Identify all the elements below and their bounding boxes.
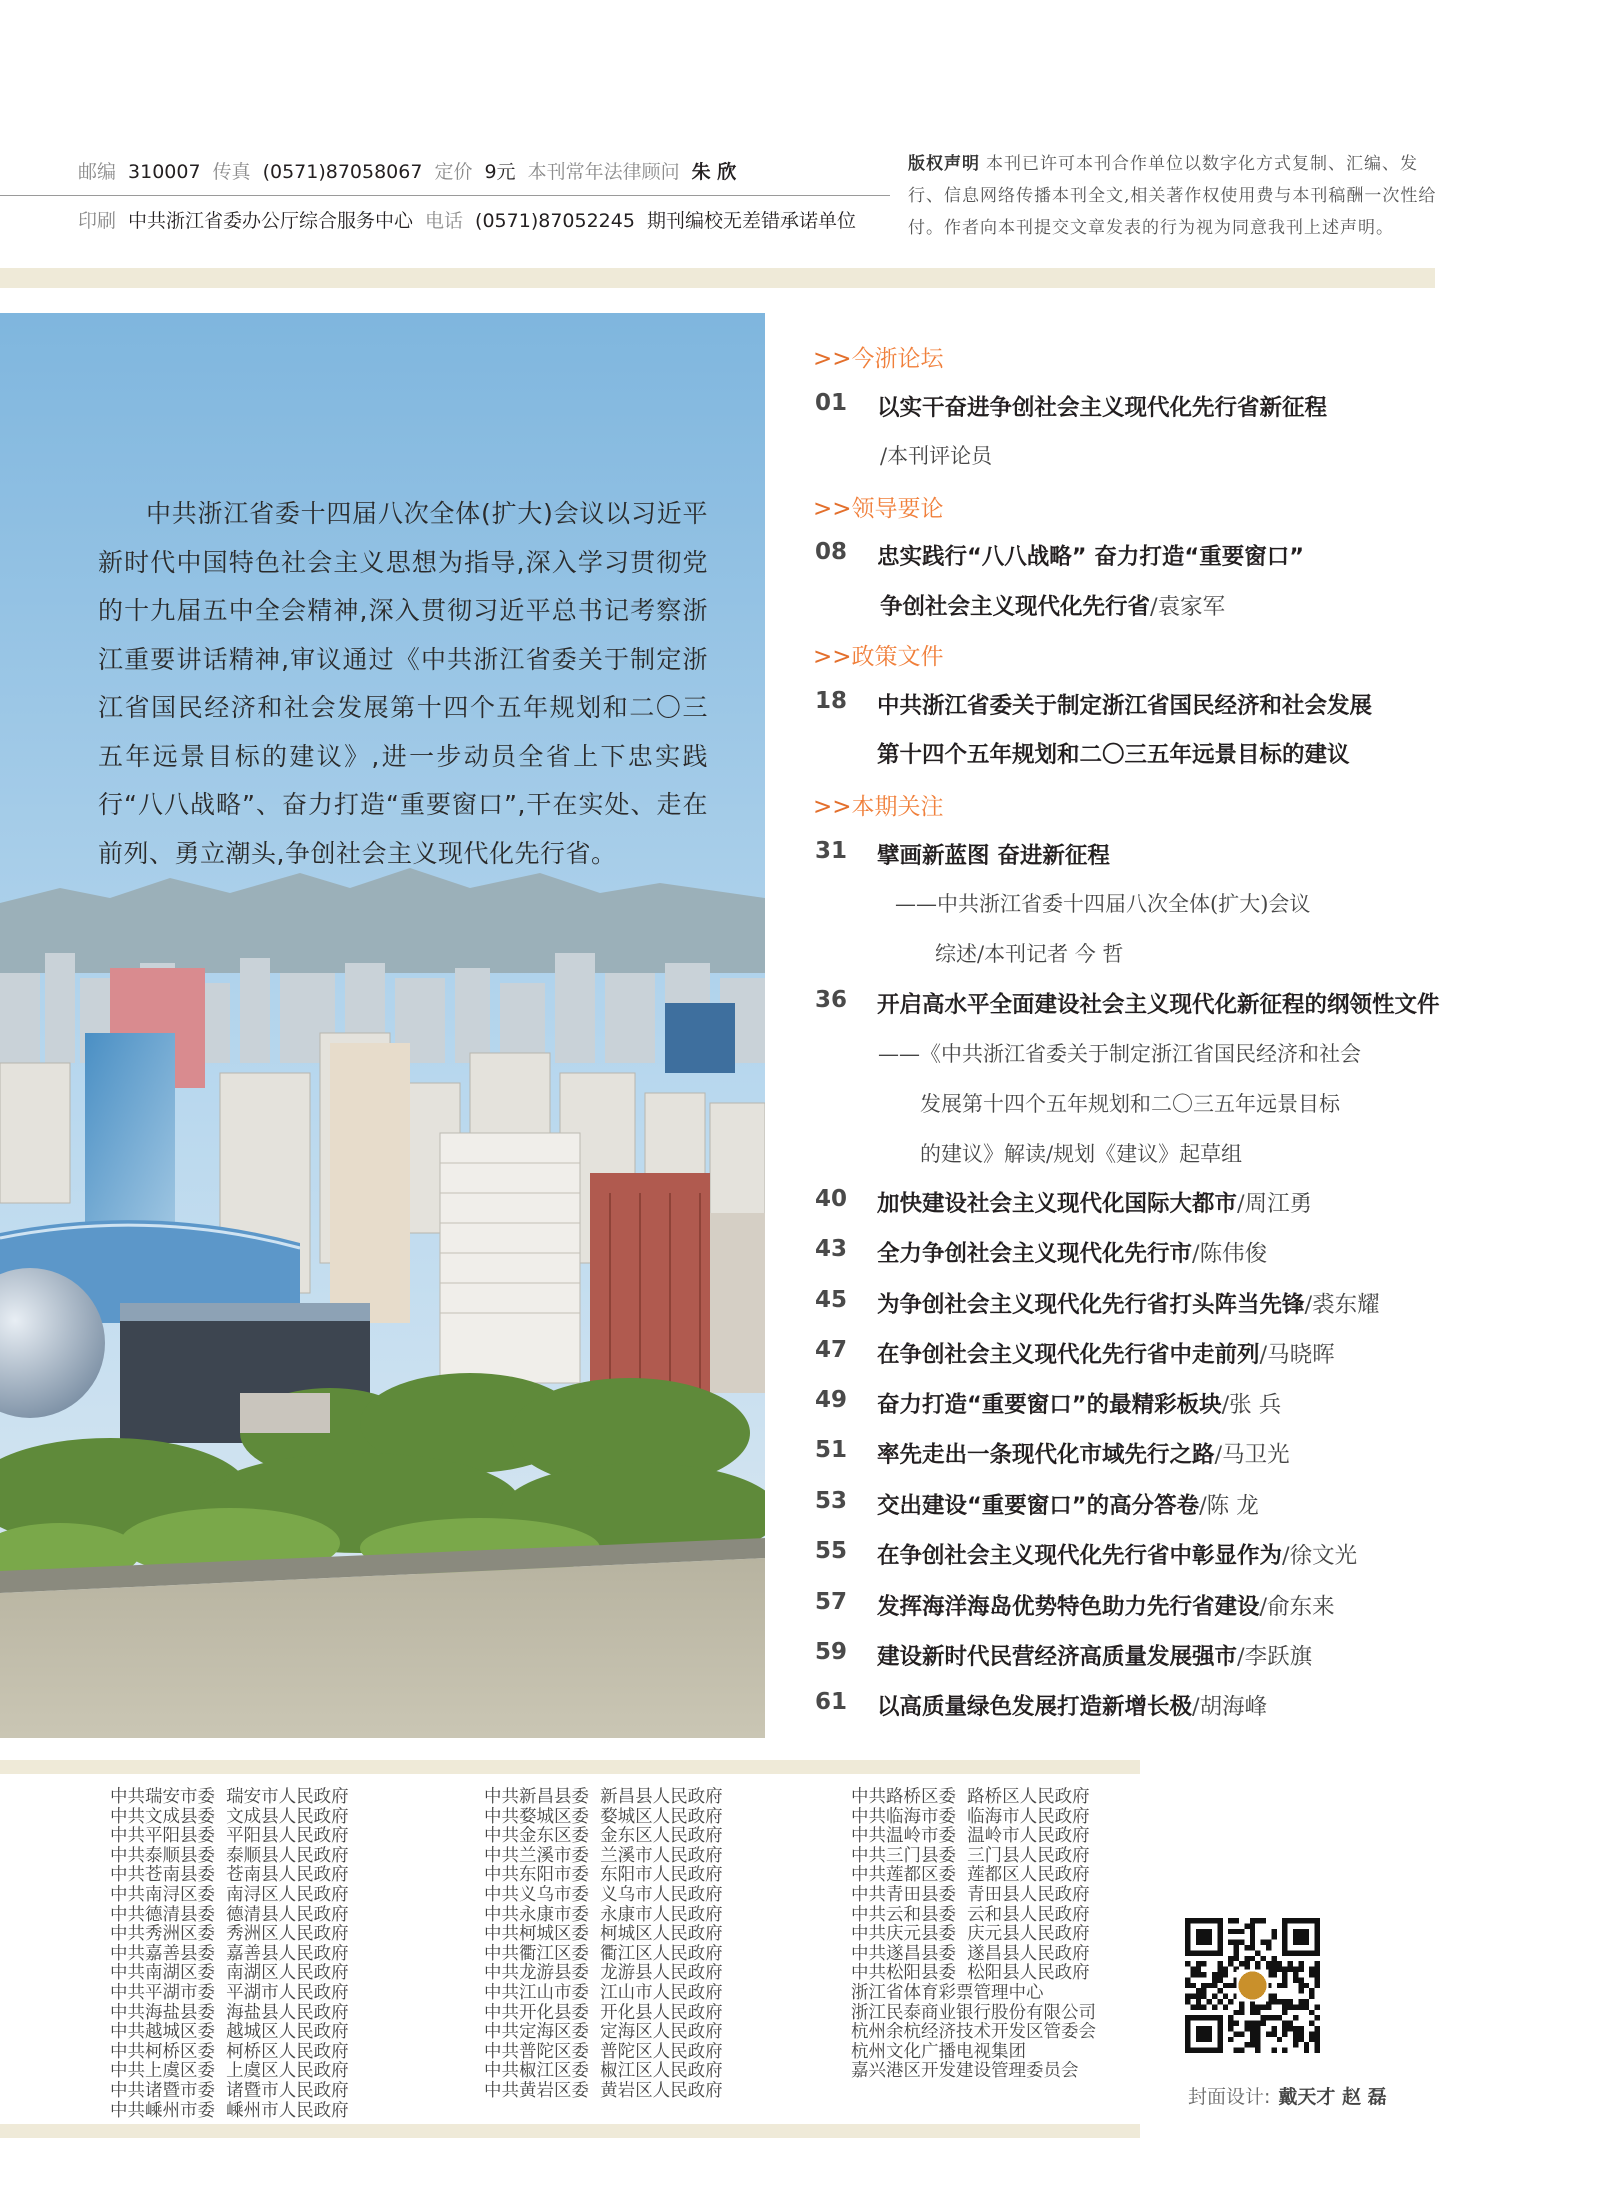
toc-page-number: 45 [815,1287,848,1313]
section-policy-documents [813,638,944,671]
toc-item-title[interactable] [877,987,1440,1019]
sponsor-entry: 中共文成县委 文成县人民政府 [110,1806,349,1827]
sponsor-entry: 浙江省体育彩票管理中心 [851,1982,1044,2003]
cover-design-credit [1188,2082,1387,2109]
lawyer-name: 朱 欣 [691,161,737,183]
toc-item-title-text: 中共浙江省委关于制定浙江省国民经济和社会发展 [877,693,1373,719]
section-title: 今浙论坛 [851,346,944,372]
sponsor-entry: 中共云和县委 云和县人民政府 [851,1904,1090,1925]
toc-item-title-line2[interactable] [877,737,1350,769]
fax-value: (0571)87058067 [262,161,423,183]
qr-code-icon[interactable] [1185,1918,1320,2053]
toc-item-author: /俞东来 [1259,1594,1335,1620]
toc-page-number: 08 [815,539,848,565]
toc-item-title-text: 建设新时代民营经济高质量发展强市 [877,1644,1238,1670]
sponsors-top-band [0,1760,1140,1774]
sponsor-entry: 中共柯桥区委 柯桥区人民政府 [110,2041,349,2062]
cover-caption: 中共浙江省委十四届八次全体(扩大)会议以习近平新时代中国特色社会主义思想为指导,深入学习贯彻党的十九届五中全会精神,深入贯彻习近平总书记考察浙江重要讲话精神,审议通过《中共浙江省委关于制定浙江省国民经济和社会发展第十四个五年规划和二〇三五年远景目标的建议》,进一步动员全省上下忠实践行“八八战略”、奋力打造“重要窗口”,干在实处、走在前列、勇立潮头,争创社会主义现代化先行省。 [98,499,708,868]
price-label: 定价 [434,161,473,183]
toc-item-title[interactable] [877,1387,1281,1419]
toc-item-author: /裘东耀 [1304,1292,1380,1318]
toc-page-number: 51 [815,1437,848,1463]
fax-label: 传真 [212,161,251,183]
section-arrow: >> [813,346,852,372]
lawyer-label: 本刊常年法律顾问 [527,161,680,183]
toc-page-number: 40 [815,1186,848,1212]
sponsor-entry: 中共金东区委 金东区人民政府 [484,1826,723,1847]
sponsor-entry: 中共上虞区委 上虞区人民政府 [110,2061,349,2082]
toc-item-title[interactable] [877,838,1110,870]
section-title: 领导要论 [851,496,944,522]
sponsor-entry: 中共普陀区委 普陀区人民政府 [484,2041,723,2062]
sponsor-entry: 中共开化县委 开化县人民政府 [484,2002,723,2023]
section-arrow: >> [813,794,852,820]
phone-value: (0571)87052245 [475,210,635,232]
phone-label: 电话 [425,210,464,232]
sponsor-entry: 中共临海市委 临海市人民政府 [851,1806,1090,1827]
toc-item-title-text: 交出建设“重要窗口”的高分答卷 [877,1493,1200,1519]
toc-item-author: /张 兵 [1221,1392,1282,1418]
sponsor-entry: 中共遂昌县委 遂昌县人民政府 [851,1943,1090,1964]
toc-item-title-text: 为争创社会主义现代化先行省打头阵当先锋 [877,1292,1305,1318]
copyright-label: 版权声明 [908,154,980,174]
toc-item-author: /徐文光 [1282,1543,1358,1569]
toc-item-title-text: 以高质量绿色发展打造新增长极 [877,1694,1193,1720]
section-jinzhe-forum [813,340,944,373]
sponsor-entry: 中共海盐县委 海盐县人民政府 [110,2002,349,2023]
cover-designers: 戴天才 赵 磊 [1278,2086,1387,2108]
sponsor-list-column-1 [110,1788,349,2121]
sponsor-entry: 中共黄岩区委 黄岩区人民政府 [484,2080,723,2101]
sponsor-list-column-3 [851,1788,1096,2082]
section-arrow: >> [813,644,852,670]
sponsor-entry: 中共越城区委 越城区人民政府 [110,2022,349,2043]
toc-item-author: 综述/本刊记者 今 哲 [935,942,1124,966]
sponsor-entry: 中共泰顺县委 泰顺县人民政府 [110,1845,349,1866]
toc-item-title-text: 开启高水平全面建设社会主义现代化新征程的纲领性文件 [877,992,1440,1018]
sponsor-entry: 中共嵊州市委 嵊州市人民政府 [110,2100,349,2121]
toc-page-number: 59 [815,1639,848,1665]
toc-item-title[interactable] [877,390,1327,422]
sponsor-entry: 中共嘉善县委 嘉善县人民政府 [110,1943,349,1964]
toc-item-title-text: 加快建设社会主义现代化国际大都市 [877,1191,1238,1217]
sponsor-entry: 中共松阳县委 松阳县人民政府 [851,1963,1090,1984]
cover-photo-hangzhou [0,313,765,1738]
header-divider [0,195,890,196]
sponsor-entry: 杭州文化广播电视集团 [851,2041,1026,2062]
sponsor-list-column-2 [484,1788,723,2102]
sponsor-entry: 中共龙游县委 龙游县人民政府 [484,1963,723,1984]
sponsor-entry: 中共江山市委 江山市人民政府 [484,1982,723,2003]
toc-item-subtitle: ——中共浙江省委十四届八次全体(扩大)会议 [895,892,1311,916]
sponsor-entry: 中共温岭市委 温岭市人民政府 [851,1826,1090,1847]
toc-item-title-text: 奋力打造“重要窗口”的最精彩板块 [877,1392,1222,1418]
sponsor-entry: 中共莲都区委 莲都区人民政府 [851,1865,1090,1886]
toc-page-number: 01 [815,390,848,416]
toc-page-number: 57 [815,1589,848,1615]
sponsor-entry: 杭州余杭经济技术开发区管委会 [851,2022,1096,2043]
sponsor-entry: 中共青田县委 青田县人民政府 [851,1884,1090,1905]
toc-item-author: /马卫光 [1214,1442,1290,1468]
sponsor-entry: 中共瑞安市委 瑞安市人民政府 [110,1787,349,1807]
sponsor-entry: 嘉兴港区开发建设管理委员会 [851,2061,1079,2082]
toc-item-title[interactable] [877,1337,1335,1369]
toc-item-author: /陈伟俊 [1192,1241,1268,1267]
sponsor-entry: 中共平湖市委 平湖市人民政府 [110,1982,349,2003]
toc-page-number: 43 [815,1236,848,1262]
toc-item-title[interactable] [877,1437,1290,1469]
copyright-text: 本刊已许可本刊合作单位以数字化方式复制、汇编、发行、信息网络传播本刊全文,相关著作权使用费与本刊稿酬一次性给付。作者向本刊提交文章发表的行为视为同意我刊上述声明。 [908,154,1437,238]
toc-item-title-text: 在争创社会主义现代化先行省中彰显作为 [877,1543,1283,1569]
sponsor-entry: 中共三门县委 三门县人民政府 [851,1845,1090,1866]
toc-item-title-text: 在争创社会主义现代化先行省中走前列 [877,1342,1260,1368]
toc-item-title-text: 率先走出一条现代化市域先行之路 [877,1442,1215,1468]
price-value: 9元 [484,161,516,183]
toc-item-title[interactable] [877,1589,1335,1621]
sponsor-entry: 中共婺城区委 婺城区人民政府 [484,1806,723,1827]
sponsor-entry: 中共定海区委 定海区人民政府 [484,2022,723,2043]
toc-item-title[interactable] [877,1236,1267,1268]
sponsor-entry: 中共南浔区委 南浔区人民政府 [110,1884,349,1905]
section-leader-speeches [813,490,944,523]
copyright-notice [908,148,1438,244]
toc-item-subtitle: ——《中共浙江省委关于制定浙江省国民经济和社会 [878,1042,1361,1066]
sponsor-entry: 中共平阳县委 平阳县人民政府 [110,1826,349,1847]
toc-item-title-text: 争创社会主义现代化先行省 [880,594,1151,620]
section-title: 政策文件 [851,644,944,670]
cover-design-label: 封面设计: [1188,2086,1271,2108]
toc-page-number: 18 [815,688,848,714]
toc-item-author: /胡海峰 [1192,1694,1268,1720]
toc-page-number: 61 [815,1689,848,1715]
sponsor-entry: 中共衢江区委 衢江区人民政府 [484,1943,723,1964]
toc-item-author: /本刊评论员 [880,444,993,468]
sponsor-entry: 中共义乌市委 义乌市人民政府 [484,1884,723,1905]
toc-page-number: 36 [815,987,848,1013]
promise-text: 期刊编校无差错承诺单位 [646,210,856,232]
sponsor-entry: 中共南湖区委 南湖区人民政府 [110,1963,349,1984]
toc-item-title[interactable] [877,1488,1259,1520]
toc-item-author: /周江勇 [1237,1191,1313,1217]
sponsor-entry: 中共椒江区委 椒江区人民政府 [484,2061,723,2082]
toc-item-author: /陈 龙 [1199,1493,1259,1519]
toc-item-title-line2[interactable] [880,589,1225,621]
toc-item-author: /袁家军 [1150,594,1226,620]
sponsor-entry: 中共兰溪市委 兰溪市人民政府 [484,1845,723,1866]
toc-item-title[interactable] [877,1639,1312,1671]
sponsor-entry: 中共柯城区委 柯城区人民政府 [484,1924,723,1945]
section-title: 本期关注 [851,794,944,820]
toc-item-subtitle: 发展第十四个五年规划和二〇三五年远景目标 [920,1092,1340,1116]
section-this-issue-focus [813,788,944,821]
sponsor-entry: 浙江民泰商业银行股份有限公司 [851,2002,1096,2023]
toc-item-title-text: 以实干奋进争创社会主义现代化先行省新征程 [877,395,1328,421]
sponsor-entry: 中共秀洲区委 秀洲区人民政府 [110,1924,349,1945]
toc-item-title[interactable] [877,1287,1380,1319]
toc-item-title-text: 忠实践行“八八战略” 奋力打造“重要窗口” [877,544,1304,570]
publication-info-row-1 [78,157,748,184]
toc-page-number: 47 [815,1337,848,1363]
toc-item-author: 的建议》解读/规划《建议》起草组 [920,1142,1243,1166]
zip-value: 310007 [128,161,201,183]
toc-item-title-text: 第十四个五年规划和二〇三五年远景目标的建议 [877,742,1350,768]
section-arrow: >> [813,496,852,522]
toc-item-title[interactable] [877,1538,1357,1570]
sponsor-entry: 中共诸暨市委 诸暨市人民政府 [110,2080,349,2101]
toc-item-title[interactable] [877,539,1304,571]
toc-page-number: 31 [815,838,848,864]
toc-item-author: /李跃旗 [1237,1644,1313,1670]
toc-page-number: 49 [815,1387,848,1413]
toc-item-title[interactable] [877,1689,1267,1721]
printer-name: 中共浙江省委办公厅综合服务中心 [128,210,414,232]
toc-item-title-text: 擘画新蓝图 奋进新征程 [877,843,1110,869]
sponsor-entry: 中共新昌县委 新昌县人民政府 [484,1787,723,1807]
sponsors-bottom-band [0,2124,1140,2138]
zip-label: 邮编 [78,161,117,183]
sponsor-entry: 中共庆元县委 庆元县人民政府 [851,1924,1090,1945]
sponsor-entry: 中共苍南县委 苍南县人民政府 [110,1865,349,1886]
sponsor-entry: 中共路桥区委 路桥区人民政府 [851,1787,1090,1807]
sponsor-entry: 中共德清县委 德清县人民政府 [110,1904,349,1925]
print-label: 印刷 [78,210,117,232]
publication-info-row-2 [78,206,868,233]
sponsor-entry: 中共东阳市委 东阳市人民政府 [484,1865,723,1886]
toc-item-title[interactable] [877,1186,1312,1218]
toc-item-title[interactable] [877,688,1372,720]
toc-page-number: 53 [815,1488,848,1514]
toc-page-number: 55 [815,1538,848,1564]
header-band [0,268,1435,288]
sponsor-entry: 中共永康市委 永康市人民政府 [484,1904,723,1925]
toc-item-author: /马晓晖 [1259,1342,1335,1368]
toc-item-title-text: 全力争创社会主义现代化先行市 [877,1241,1193,1267]
toc-item-title-text: 发挥海洋海岛优势特色助力先行省建设 [877,1594,1260,1620]
